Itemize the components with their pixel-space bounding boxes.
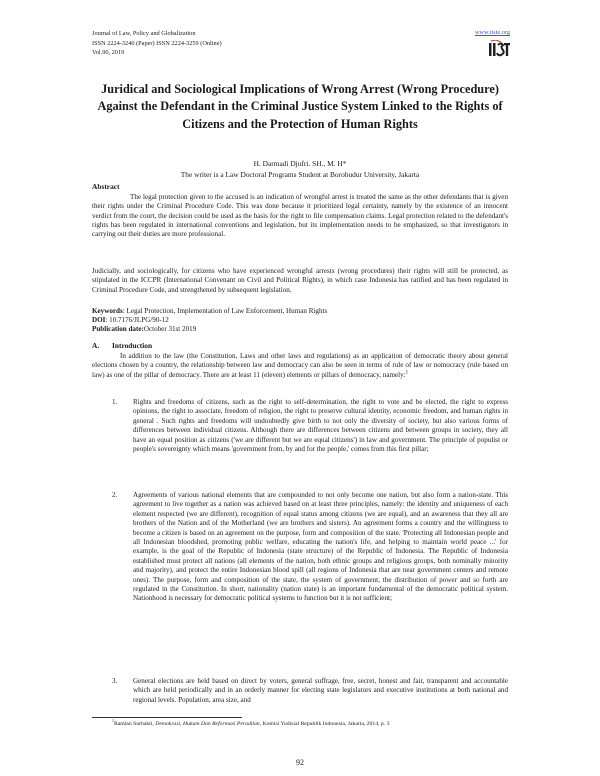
list-item [112, 491, 508, 604]
journal-name: Journal of Law, Policy and Globalization [92, 30, 196, 37]
journal-issn: ISSN 2224-3240 (Paper) ISSN 2224-3259 (Online) [92, 39, 222, 47]
list-item [112, 398, 508, 454]
publication-date-value: October 31st 2019 [143, 325, 197, 333]
list-item-text: Agreements of various national elements that are compounded to not only become one nation, but also form a nation-state. This agreement to live together as a nation was achieved based on at least three principles, namely: the identity and uniqueness of each element respected (we are different), recognition of equal status among citizens (we are equal), and an awareness that they all are brothers of the Nation and of the Motherland (we are brothers and sisters). An agreement forms a country and the willingness to become a citizen is based on an agreement on the purpose, form and composition of the state. 'Protecting all Indonesian people and all Indonesian bloodshed, promoting public welfare, educating the nation's life, and helping to maintain world peace ...' for example, is the goal of the Republic of Indonesia (state structure) of the Republic of Indonesia. The Republic of Indonesia established must protect all nations (all elements of the nation, both ethnic groups and religious groups, both nominally minority and majority), and protect the entire Indonesian blood spill (all regions of Indonesia that are near government centers and remote ones). The purpose, form and composition of the state, the system of government, the distribution of power and so forth are regulated in the Constitution. In short, nationality (nation state) is an important fundamental of the democratic political system. Nationhood is necessary for democratic political systems to function but it is not sufficient; [133, 491, 508, 603]
footnote-book-title: Demokrasi, Hukum Dan Reformasi Peradilan, [155, 721, 262, 727]
intro-paragraph [92, 352, 508, 380]
journal-header [92, 29, 222, 58]
keywords-value: : Legal Protection, Implementation of Law Enforcement, Human Rights [122, 307, 328, 315]
section-heading [92, 341, 152, 350]
publication-date-line [92, 325, 508, 334]
list-item-number: 3. [112, 677, 118, 685]
section-number: A. [92, 341, 100, 350]
list-item-number: 1. [112, 398, 118, 406]
keywords-label: Keywords [92, 307, 123, 315]
intro-text: In addition to the law (the Constitution, Laws and other laws and regulations) as an application of democratic theory about general elections chosen by a country, the relationship between law and democracy can also be seen in terms of rule of law or nomocracy (rule based on law) as one of the pillar of democracy. There are at least 11 (eleven) elements or pillars of democracy, namely: [92, 352, 508, 379]
abstract-paragraph-1: The legal protection given to the accused is an indication of wrongful arrest is treated the same as the other defendants that is given their rights under the Criminal Procedure Code. This was done because it prioritized legal certainty, namely by the existence of an innocent verdict from the court, the decision could be used as the basis for the right to file compensation claims. Legal protection related to the defendant's rights has been regulated in international conventions and legislation, but its implementation needs to be emphasized, so that investigators in carrying out their duties are more professional. [92, 193, 508, 239]
author-affiliation: The writer is a Law Doctoral Programs Student at Borobudur University, Jakarta [180, 170, 420, 179]
footnote [112, 718, 390, 727]
list-item-number: 2. [112, 491, 118, 499]
footnote-author: Ramlan Surbakti, [113, 721, 156, 727]
doi-label: DOI [92, 316, 106, 324]
page-number: 92 [296, 758, 304, 767]
author-name: H. Darmadi Djufri. SH., M. H* [253, 159, 347, 168]
abstract-paragraph-2: Judicially, and sociologically, for citizens who have experienced wrongful arrests (wrong procedures) their rights will still be protected, as stipulated in the ICCPR (International Convenant on Civil and Political Rights), in which case Indonesia has ratified and has been regulated in Criminal Procedure Code, and strengthened by subsequent legislation. [92, 267, 508, 294]
footnote-divider [92, 717, 242, 718]
doi-value: : 10.7176/JLPG/90-12 [105, 316, 169, 324]
paper-title: Juridical and Sociological Implications of Wrong Arrest (Wrong Procedure) Against the Defendant in the Criminal Justice System Linked to the Rights of Citizens and the Protection of Human Rights [97, 82, 503, 131]
doi-line [92, 316, 508, 325]
footnote-marker: 1 [405, 370, 409, 376]
abstract-heading: Abstract [92, 182, 120, 191]
list-item [112, 677, 508, 705]
footnote-number: 1 [112, 718, 114, 724]
section-title: Introduction [112, 341, 153, 350]
publication-date-label: Publication date: [92, 325, 144, 333]
journal-website-link[interactable]: www.iiste.org [474, 29, 510, 36]
list-item-text: General elections are held based on direct by voters, general suffrage, free, secret, honest and fair, transparent and accountable which are held periodically and in an orderly manner for electing state legislators and executive institutions at both national and regional levels. Population, area size, and [133, 677, 508, 704]
iiste-logo-icon [488, 40, 512, 58]
journal-volume: Vol.90, 2019 [92, 49, 125, 57]
keywords-line [92, 307, 508, 316]
footnote-publisher: Komisi Yudisial Republik Indonesia, Jakarta, 2014, p. 3 [261, 721, 390, 727]
list-item-text: Rights and freedoms of citizens, such as the right to self-determination, the right to vote and be elected, the right to express opinions, the right to associate, freedom of religion, the right to preserve cultural identity, economic freedom, and human rights in general . Such rights and freedoms will undoubtedly give birth to not only the diversity of society, but also various forms of differences between individual citizens. Although there are differences between citizens and between groups in society, they all have an equal position as citizens ('we are different but we are equal citizens') in law and government. The principle of populist or people's sovereignty which means 'government from, by and for the people,' comes from this first pillar; [133, 398, 508, 454]
